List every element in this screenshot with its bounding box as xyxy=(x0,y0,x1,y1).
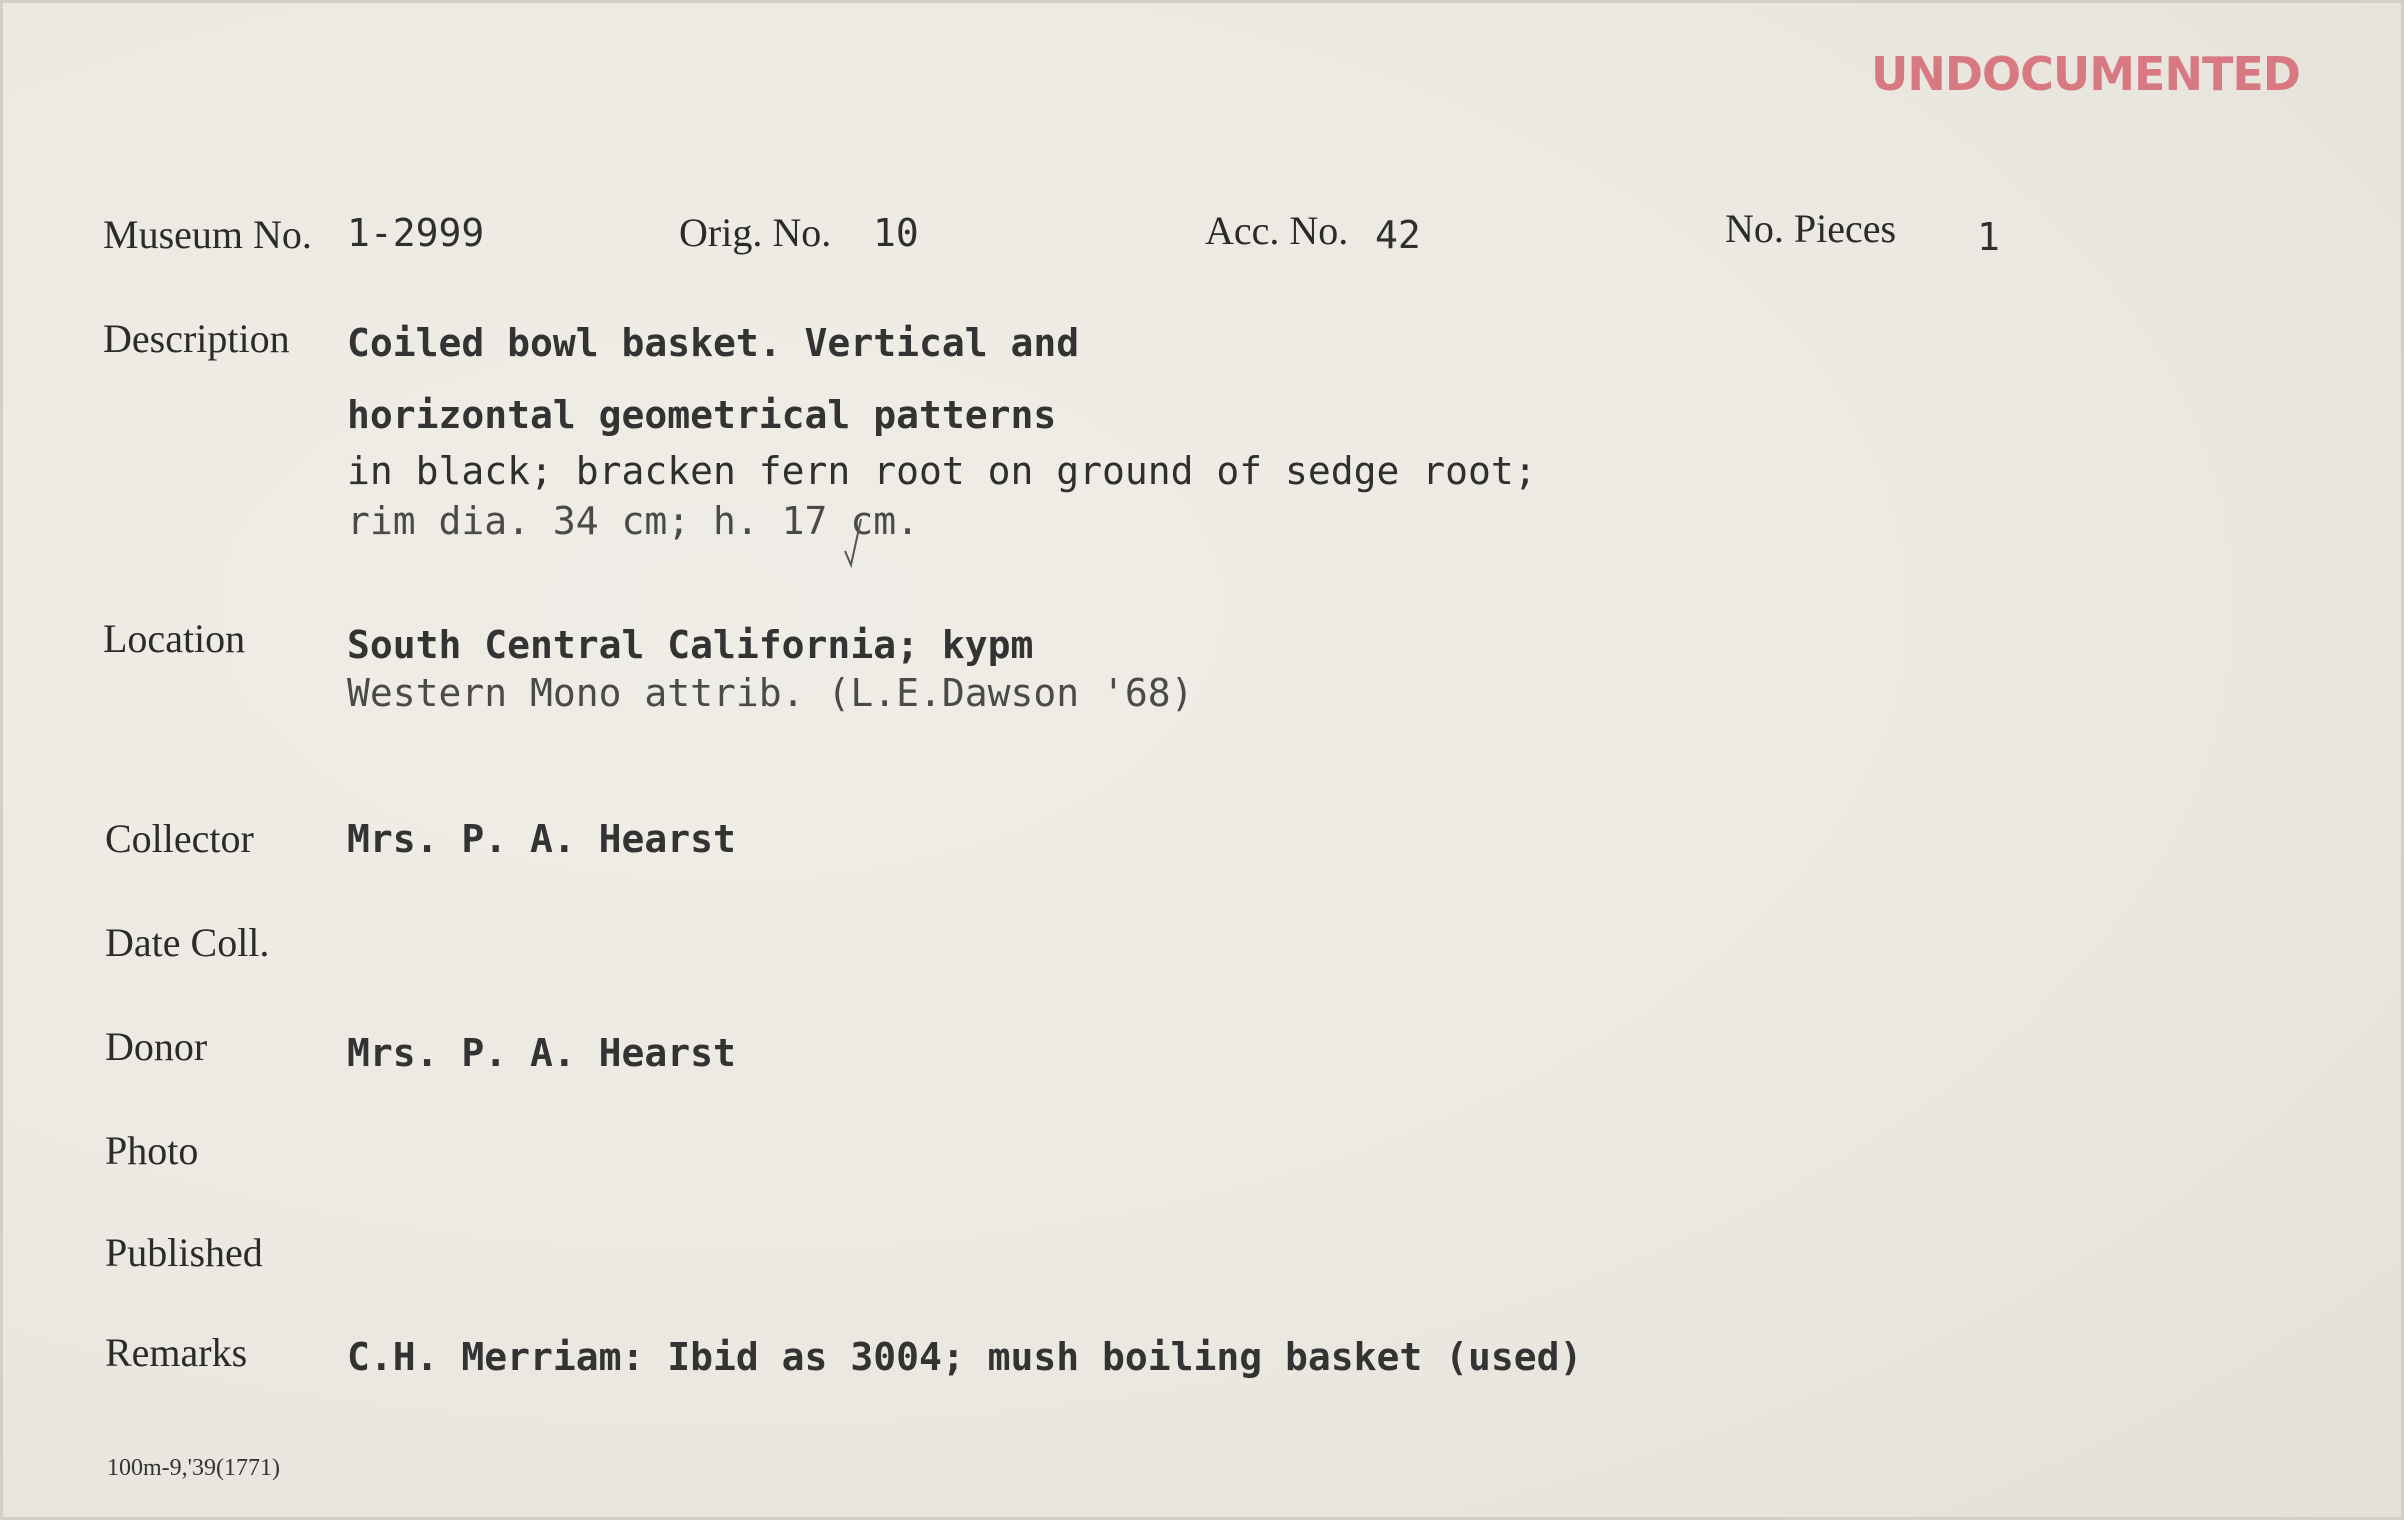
date-coll-label: Date Coll. xyxy=(105,920,270,965)
orig-no-value: 10 xyxy=(873,211,919,255)
description-line-1: Coiled bowl basket. Vertical and xyxy=(347,321,1080,365)
no-pieces-label: No. Pieces xyxy=(1725,206,1897,251)
description-line-4: rim dia. 34 cm; h. 17 cm. xyxy=(347,499,919,543)
print-code: 100m-9,'39(1771) xyxy=(107,1455,280,1481)
remarks-label: Remarks xyxy=(105,1330,248,1375)
acc-no-value: 42 xyxy=(1375,213,1421,257)
location-line-2: Western Mono attrib. (L.E.Dawson '68) xyxy=(347,671,1194,715)
published-label: Published xyxy=(105,1230,263,1275)
photo-label: Photo xyxy=(105,1128,199,1173)
handwritten-check-mark xyxy=(841,515,871,575)
museum-no-value: 1-2999 xyxy=(347,211,485,255)
museum-no-label: Museum No. xyxy=(103,212,312,257)
description-label: Description xyxy=(103,316,290,361)
undocumented-stamp: UNDOCUMENTED xyxy=(1871,47,2300,101)
description-line-2: horizontal geometrical patterns xyxy=(347,393,1057,437)
donor-value: Mrs. P. A. Hearst xyxy=(347,1031,736,1075)
description-line-3: in black; bracken fern root on ground of sedge root; xyxy=(347,449,1537,493)
collector-label: Collector xyxy=(105,816,254,861)
no-pieces-value: 1 xyxy=(1977,215,2000,259)
location-label: Location xyxy=(103,616,246,661)
collector-value: Mrs. P. A. Hearst xyxy=(347,817,736,861)
location-line-1: South Central California; kypm xyxy=(347,623,1034,667)
orig-no-label: Orig. No. xyxy=(679,210,832,255)
remarks-value: C.H. Merriam: Ibid as 3004; mush boiling basket (used) xyxy=(347,1335,1583,1379)
donor-label: Donor xyxy=(105,1024,208,1069)
acc-no-label: Acc. No. xyxy=(1205,208,1349,253)
